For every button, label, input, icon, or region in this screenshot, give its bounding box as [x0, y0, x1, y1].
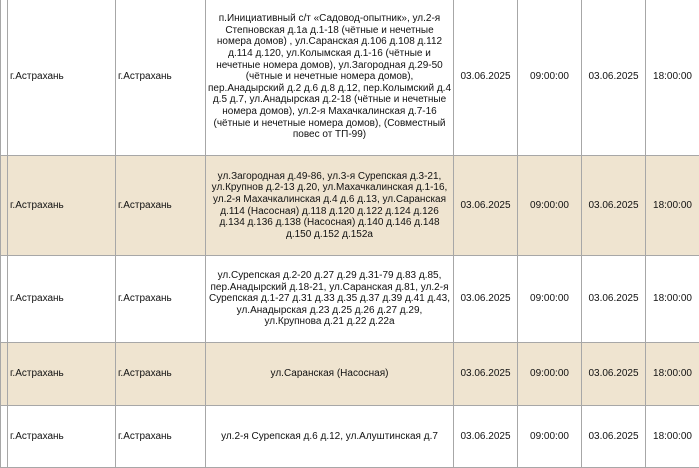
city-cell: г.Астрахань — [116, 256, 206, 343]
start-time-cell: 09:00:00 — [518, 343, 582, 406]
region-cell: г.Астрахань — [8, 0, 116, 156]
end-time-cell: 18:00:00 — [646, 343, 699, 406]
end-time-cell: 18:00:00 — [646, 256, 699, 343]
row-gutter — [1, 156, 8, 256]
start-time-cell: 09:00:00 — [518, 0, 582, 156]
region-cell: г.Астрахань — [8, 343, 116, 406]
address-cell: ул.Загородная д.49-86, ул.3-я Сурепская д.3-21, ул.Крупнов д.2-13 д.20, ул.Махачкалинская д.1-16, ул.2-я Махачкалинская д.4 д.6 д.13, ул.Саранская д.114 (Насосная) д.118 д.120 д.122 д.124 д.126 д.134 д.136 д.138 (Насосная) д.140 д.146 д.148 д.150 д.152 д.152а — [206, 156, 454, 256]
start-date-cell: 03.06.2025 — [454, 406, 518, 468]
table-row — [1, 343, 699, 406]
end-date-cell: 03.06.2025 — [582, 0, 646, 156]
city-cell: г.Астрахань — [116, 0, 206, 156]
region-cell: г.Астрахань — [8, 406, 116, 468]
region-cell: г.Астрахань — [8, 256, 116, 343]
city-cell: г.Астрахань — [116, 406, 206, 468]
table-row — [1, 406, 699, 468]
row-gutter — [1, 256, 8, 343]
city-cell: г.Астрахань — [116, 156, 206, 256]
address-cell: ул.Саранская (Насосная) — [206, 343, 454, 406]
row-gutter — [1, 0, 8, 156]
end-time-cell: 18:00:00 — [646, 406, 699, 468]
end-time-cell: 18:00:00 — [646, 0, 699, 156]
end-time-cell: 18:00:00 — [646, 156, 699, 256]
start-time-cell: 09:00:00 — [518, 406, 582, 468]
city-cell: г.Астрахань — [116, 343, 206, 406]
end-date-cell: 03.06.2025 — [582, 156, 646, 256]
table-row — [1, 256, 699, 343]
region-cell: г.Астрахань — [8, 156, 116, 256]
end-date-cell: 03.06.2025 — [582, 256, 646, 343]
start-date-cell: 03.06.2025 — [454, 256, 518, 343]
table-row — [1, 156, 699, 256]
row-gutter — [1, 406, 8, 468]
address-cell: ул.2-я Сурепская д.6 д.12, ул.Алуштинская д.7 — [206, 406, 454, 468]
end-date-cell: 03.06.2025 — [582, 406, 646, 468]
start-date-cell: 03.06.2025 — [454, 156, 518, 256]
row-gutter — [1, 343, 8, 406]
address-cell: п.Инициативный с/т «Садовод-опытник», ул.2-я Степновская д.1а д.1-18 (чётные и нечетные номера домов) , ул.Саранская д.106 д.108 д.112 д.114 д.120, ул.Колымская д.1-16 (чётные и нечетные номера домов), ул.Загородная д.29-50 (чётные и нечетные номера домов), пер.Анадырский д.2 д.6 д.8 д.12, пер.Колымский д.4 д.5 д.7, ул.Анадырская д.2-18 (чётные и нечетные номера домов), ул.2-я Махачкалинская д.7-16 (чётные и нечетные номера домов), (Совместный повес от ТП-99) — [206, 0, 454, 156]
table-row — [1, 0, 699, 156]
end-date-cell: 03.06.2025 — [582, 343, 646, 406]
start-time-cell: 09:00:00 — [518, 256, 582, 343]
start-time-cell: 09:00:00 — [518, 156, 582, 256]
start-date-cell: 03.06.2025 — [454, 343, 518, 406]
address-cell: ул.Сурепская д.2-20 д.27 д.29 д.31-79 д.83 д.85, пер.Анадырский д.18-21, ул.Саранская д.81, ул.2-я Сурепская д.1-27 д.31 д.33 д.35 д.37 д.39 д.41 д.43, ул.Анадырская д.23 д.25 д.26 д.27 д.29, ул.Крупнова д.21 д.22 д.22а — [206, 256, 454, 343]
start-date-cell: 03.06.2025 — [454, 0, 518, 156]
